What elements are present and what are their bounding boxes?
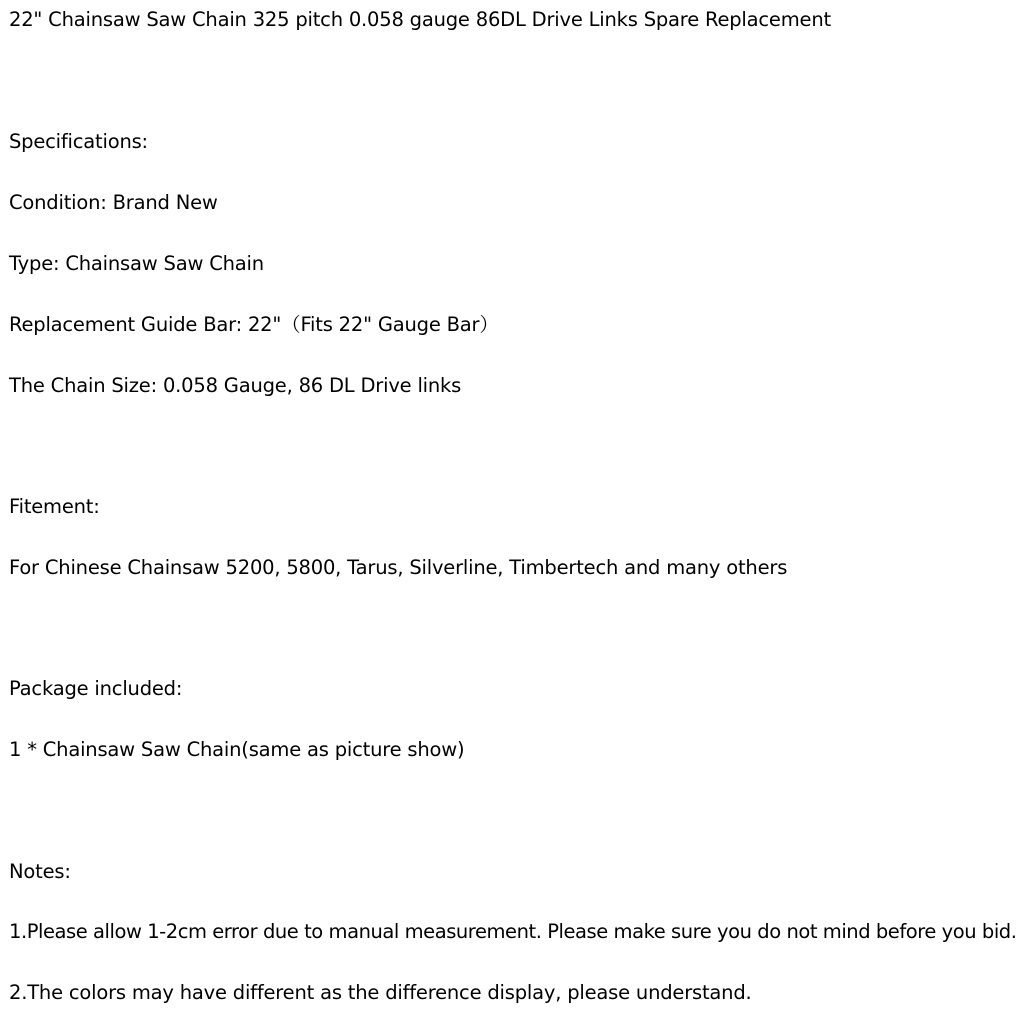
fitment-text: For Chinese Chainsaw 5200, 5800, Tarus, Silverline, Timbertech and many others: [9, 556, 788, 579]
package-item: 1 * Chainsaw Saw Chain(same as picture show): [9, 738, 465, 761]
notes-heading: Notes:: [9, 860, 71, 883]
note-item: 1.Please allow 1-2cm error due to manual measurement. Please make sure you do not mind before you bid.: [9, 920, 1017, 943]
condition-spec: Condition: Brand New: [9, 191, 218, 214]
guide-bar-spec: Replacement Guide Bar: 22"（Fits 22" Gauge Bar）: [9, 313, 499, 336]
package-heading: Package included:: [9, 677, 183, 700]
product-title: 22" Chainsaw Saw Chain 325 pitch 0.058 gauge 86DL Drive Links Spare Replacement: [9, 8, 831, 31]
type-spec: Type: Chainsaw Saw Chain: [9, 252, 264, 275]
specifications-heading: Specifications:: [9, 130, 148, 153]
fitment-heading: Fitement:: [9, 495, 100, 518]
note-item: 2.The colors may have different as the difference display, please understand.: [9, 981, 752, 1004]
chain-size-spec: The Chain Size: 0.058 Gauge, 86 DL Drive links: [9, 374, 462, 397]
